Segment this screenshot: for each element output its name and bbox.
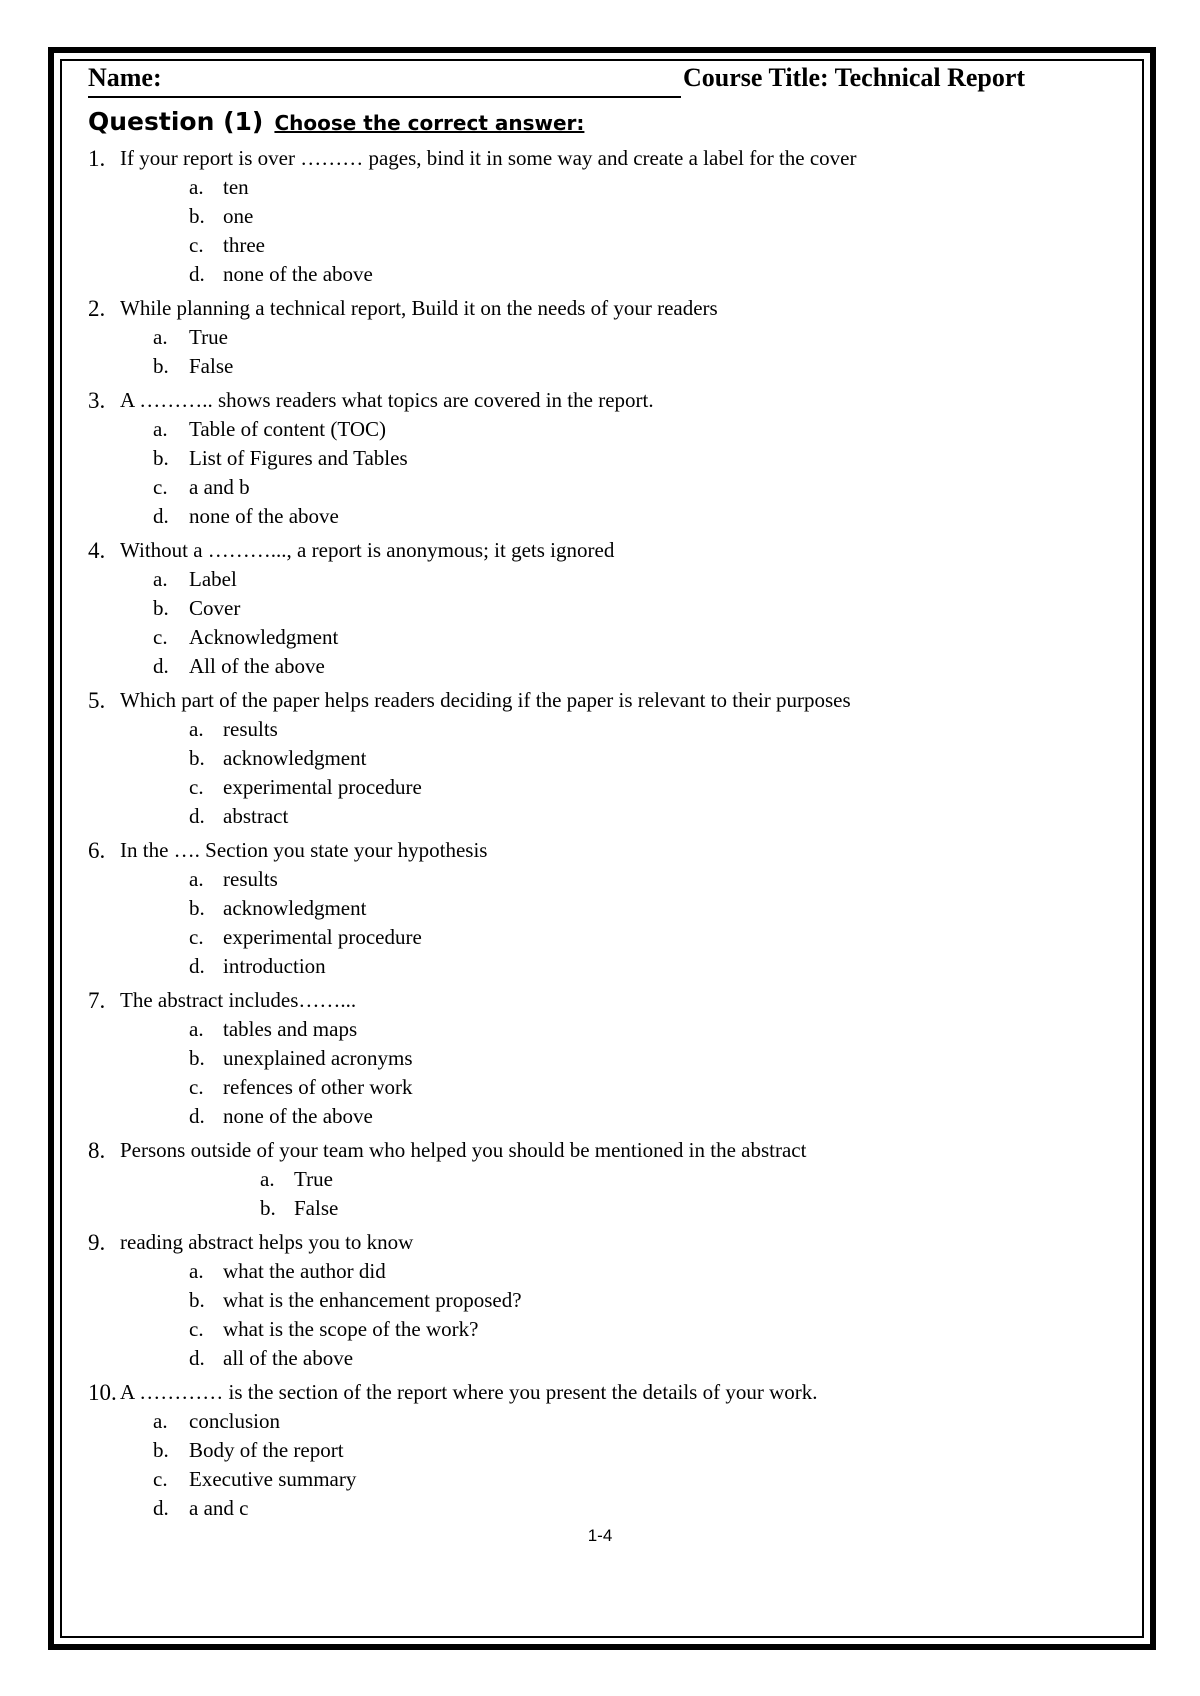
question-10 — [88, 1378, 1078, 1523]
option-text: refences of other work — [223, 1075, 413, 1099]
section-instruction: Choose the correct answer: — [274, 111, 585, 135]
option-letter: a. — [189, 1259, 204, 1283]
question-7 — [88, 986, 1078, 1131]
option-letter: c. — [153, 1467, 168, 1491]
section-heading — [88, 103, 584, 143]
question-stem — [88, 144, 1078, 173]
option-letter: a. — [153, 325, 168, 349]
option-a[interactable] — [153, 323, 1078, 352]
option-letter: b. — [189, 204, 205, 228]
option-c[interactable] — [189, 923, 1078, 952]
option-d[interactable] — [189, 1344, 1078, 1373]
question-text: Persons outside of your team who helped you should be mentioned in the abstract — [120, 1138, 807, 1162]
option-a[interactable] — [189, 1015, 1078, 1044]
option-a[interactable] — [189, 715, 1078, 744]
option-letter: d. — [189, 954, 205, 978]
question-6 — [88, 836, 1078, 981]
option-b[interactable] — [189, 1286, 1078, 1315]
question-stem — [88, 536, 1078, 565]
option-letter: a. — [153, 417, 168, 441]
option-d[interactable] — [189, 802, 1078, 831]
option-text: none of the above — [223, 262, 373, 286]
question-stem — [88, 1378, 1078, 1407]
option-c[interactable] — [189, 1073, 1078, 1102]
question-3 — [88, 386, 1078, 531]
option-a[interactable] — [153, 565, 1078, 594]
question-number: 4. — [88, 538, 106, 563]
option-d[interactable] — [153, 502, 1078, 531]
option-b[interactable] — [189, 894, 1078, 923]
option-letter: c. — [189, 1317, 204, 1341]
option-list — [88, 865, 1078, 981]
question-text: If your report is over ……… pages, bind it in some way and create a label for the cover — [120, 146, 857, 170]
option-text: True — [189, 325, 228, 349]
option-c[interactable] — [153, 623, 1078, 652]
option-letter: c. — [189, 1075, 204, 1099]
option-letter: d. — [189, 1346, 205, 1370]
question-number: 9. — [88, 1230, 106, 1255]
option-letter: c. — [189, 775, 204, 799]
option-a[interactable] — [189, 865, 1078, 894]
question-list — [88, 144, 1078, 1528]
option-b[interactable] — [153, 594, 1078, 623]
option-text: one — [223, 204, 254, 228]
question-stem — [88, 386, 1078, 415]
option-d[interactable] — [153, 1494, 1078, 1523]
option-letter: d. — [189, 1104, 205, 1128]
option-a[interactable] — [153, 415, 1078, 444]
option-letter: a. — [189, 175, 204, 199]
option-text: Body of the report — [189, 1438, 344, 1462]
option-list — [88, 173, 1078, 289]
option-d[interactable] — [189, 952, 1078, 981]
option-letter: b. — [260, 1196, 276, 1220]
option-text: unexplained acronyms — [223, 1046, 413, 1070]
option-b[interactable] — [153, 1436, 1078, 1465]
option-text: List of Figures and Tables — [189, 446, 408, 470]
course-title: Course Title: Technical Report — [683, 63, 1026, 92]
option-text: experimental procedure — [223, 775, 422, 799]
option-text: results — [223, 867, 278, 891]
option-text: Table of content (TOC) — [189, 417, 386, 441]
option-text: Cover — [189, 596, 241, 620]
option-c[interactable] — [153, 1465, 1078, 1494]
question-stem — [88, 294, 1078, 323]
question-text: Without a ………..., a report is anonymous; it gets ignored — [120, 538, 615, 562]
option-b[interactable] — [189, 1044, 1078, 1073]
option-c[interactable] — [189, 1315, 1078, 1344]
question-5 — [88, 686, 1078, 831]
option-letter: d. — [189, 804, 205, 828]
option-text: acknowledgment — [223, 896, 367, 920]
question-text: The abstract includes……... — [120, 988, 357, 1012]
option-a[interactable] — [153, 1407, 1078, 1436]
option-letter: d. — [153, 654, 169, 678]
option-letter: a. — [153, 1409, 168, 1433]
option-letter: b. — [189, 746, 205, 770]
option-letter: a. — [189, 717, 204, 741]
option-text: False — [189, 354, 234, 378]
option-text: what is the scope of the work? — [223, 1317, 479, 1341]
option-a[interactable] — [260, 1165, 1078, 1194]
option-letter: b. — [189, 896, 205, 920]
question-1 — [88, 144, 1078, 289]
option-letter: d. — [189, 262, 205, 286]
option-a[interactable] — [189, 1257, 1078, 1286]
option-letter: c. — [189, 925, 204, 949]
question-text: reading abstract helps you to know — [120, 1230, 414, 1254]
option-letter: b. — [153, 596, 169, 620]
question-text: Which part of the paper helps readers deciding if the paper is relevant to their purposes — [120, 688, 851, 712]
question-number: 6. — [88, 838, 106, 863]
option-text: acknowledgment — [223, 746, 367, 770]
question-number: 10. — [88, 1380, 117, 1405]
exam-header — [88, 62, 1078, 100]
option-list — [88, 715, 1078, 831]
option-text: what is the enhancement proposed? — [223, 1288, 522, 1312]
option-list — [88, 1015, 1078, 1131]
option-a[interactable] — [189, 173, 1078, 202]
option-text: False — [294, 1196, 339, 1220]
question-text: In the …. Section you state your hypothesis — [120, 838, 488, 862]
option-b[interactable] — [189, 744, 1078, 773]
question-stem — [88, 836, 1078, 865]
question-number: 5. — [88, 688, 106, 713]
option-letter: c. — [189, 233, 204, 257]
option-d[interactable] — [153, 652, 1078, 681]
option-b[interactable] — [153, 352, 1078, 381]
option-letter: b. — [189, 1288, 205, 1312]
option-text: a and c — [189, 1496, 249, 1520]
option-c[interactable] — [189, 231, 1078, 260]
question-8 — [88, 1136, 1078, 1223]
option-b[interactable] — [153, 444, 1078, 473]
exam-sheet — [80, 62, 1080, 1602]
option-text: conclusion — [189, 1409, 280, 1433]
question-number: 3. — [88, 388, 106, 413]
question-number: 7. — [88, 988, 106, 1013]
option-text: Executive summary — [189, 1467, 357, 1491]
option-letter: d. — [153, 1496, 169, 1520]
option-d[interactable] — [189, 260, 1078, 289]
question-text: A ………… is the section of the report where you present the details of your work. — [120, 1380, 818, 1404]
option-letter: d. — [153, 504, 169, 528]
option-text: all of the above — [223, 1346, 354, 1370]
option-list — [88, 1257, 1078, 1373]
question-4 — [88, 536, 1078, 681]
option-b[interactable] — [189, 202, 1078, 231]
option-list — [88, 323, 1078, 381]
question-stem — [88, 1136, 1078, 1165]
section-number: Question (1) — [88, 107, 264, 136]
option-letter: a. — [189, 1017, 204, 1041]
option-list — [88, 1407, 1078, 1523]
option-letter: c. — [153, 475, 168, 499]
option-text: a and b — [189, 475, 250, 499]
option-b[interactable] — [260, 1194, 1078, 1223]
option-text: tables and maps — [223, 1017, 358, 1041]
option-text: what the author did — [223, 1259, 386, 1283]
option-letter: b. — [189, 1046, 205, 1070]
option-text: none of the above — [223, 1104, 373, 1128]
question-stem — [88, 686, 1078, 715]
option-letter: c. — [153, 625, 168, 649]
question-2 — [88, 294, 1078, 381]
question-number: 2. — [88, 296, 106, 321]
question-stem — [88, 1228, 1078, 1257]
option-text: Acknowledgment — [189, 625, 339, 649]
option-text: True — [294, 1167, 333, 1191]
question-text: A ……….. shows readers what topics are covered in the report. — [120, 388, 654, 412]
option-d[interactable] — [189, 1102, 1078, 1131]
option-c[interactable] — [153, 473, 1078, 502]
option-text: none of the above — [189, 504, 339, 528]
option-letter: a. — [153, 567, 168, 591]
question-9 — [88, 1228, 1078, 1373]
option-text: results — [223, 717, 278, 741]
option-text: three — [223, 233, 265, 257]
question-number: 8. — [88, 1138, 106, 1163]
option-letter: a. — [260, 1167, 275, 1191]
option-letter: b. — [153, 354, 169, 378]
option-text: introduction — [223, 954, 326, 978]
question-number: 1. — [88, 146, 106, 171]
option-letter: a. — [189, 867, 204, 891]
question-stem — [88, 986, 1078, 1015]
option-c[interactable] — [189, 773, 1078, 802]
page-number: 1-4 — [587, 1526, 613, 1545]
question-text: While planning a technical report, Build it on the needs of your readers — [120, 296, 718, 320]
student-name-field[interactable]: Name: — [88, 62, 681, 98]
option-text: All of the above — [189, 654, 325, 678]
option-list — [88, 565, 1078, 681]
option-letter: b. — [153, 446, 169, 470]
option-letter: b. — [153, 1438, 169, 1462]
option-text: experimental procedure — [223, 925, 422, 949]
option-list — [88, 415, 1078, 531]
option-text: Label — [189, 567, 237, 591]
option-text: abstract — [223, 804, 289, 828]
option-text: ten — [223, 175, 249, 199]
option-list — [88, 1165, 1078, 1223]
